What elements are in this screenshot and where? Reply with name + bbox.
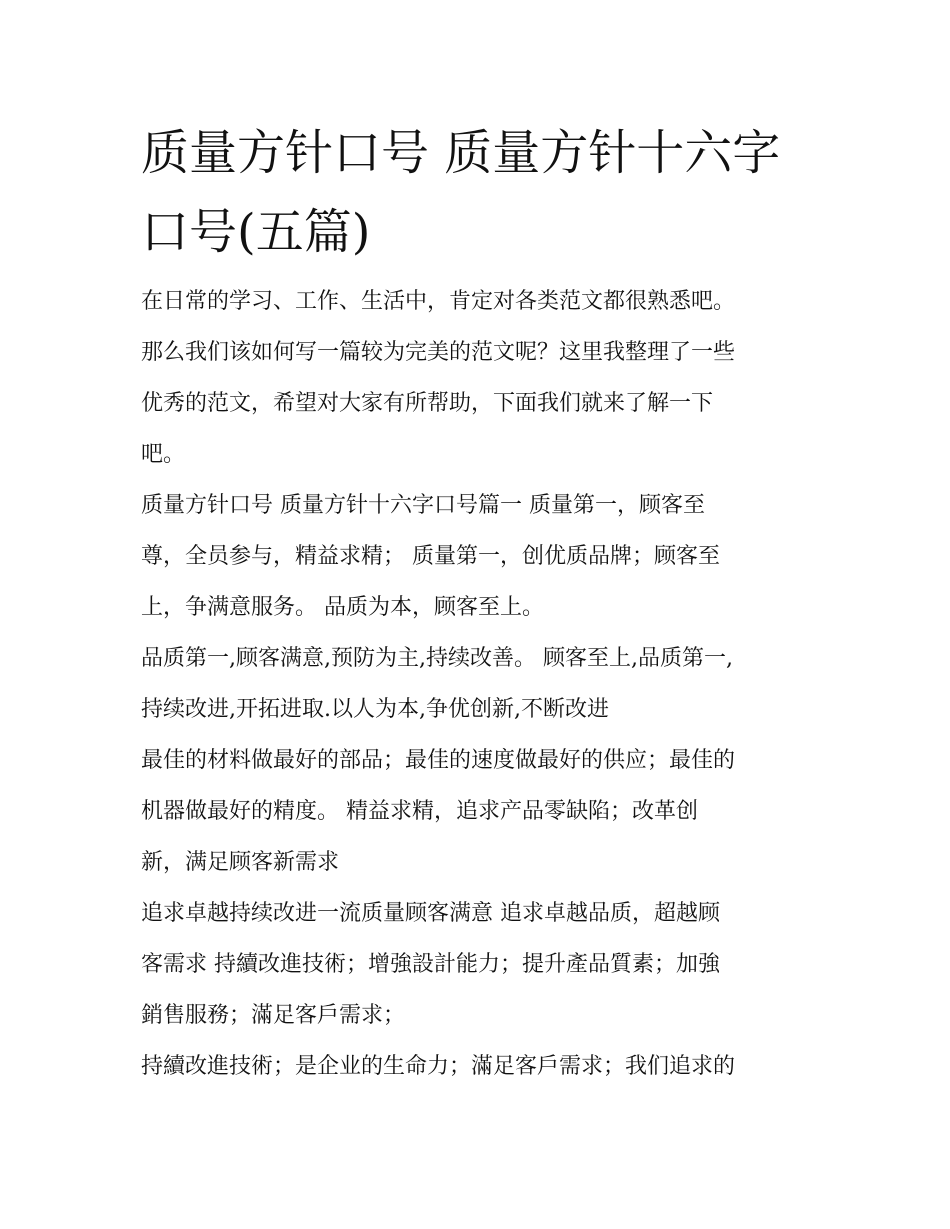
- text-line: 吧。: [141, 442, 186, 467]
- paragraph-slogans-3: [141, 735, 813, 888]
- title-line: 口号(五篇): [141, 204, 371, 260]
- text-line: 优秀的范文，希望对大家有所帮助，下面我们就来了解一下: [141, 391, 714, 416]
- text-line: 在日常的学习、工作、生活中，肯定对各类范文都很熟悉吧。: [141, 289, 736, 314]
- text-line: 銷售服務；滿足客戶需求；: [141, 1003, 406, 1028]
- text-line: 品质第一,顾客满意,预防为主,持续改善。 顾客至上,品质第一,: [141, 646, 733, 671]
- paragraph-slogans-2: [141, 633, 813, 735]
- text-line: 上，争满意服务。 品质为本，顾客至上。: [141, 595, 544, 620]
- text-line: 持续改进,开拓进取.以人为本,争优创新,不断改进: [141, 697, 609, 722]
- document-body: [141, 276, 813, 1092]
- text-line: 质量方针口号 质量方针十六字口号篇一 质量第一，顾客至: [141, 493, 705, 518]
- text-line: 那么我们该如何写一篇较为完美的范文呢？这里我整理了一些: [141, 340, 736, 365]
- text-line: 机器做最好的精度。 精益求精，追求产品零缺陷；改革创: [141, 799, 698, 824]
- document-title: [141, 114, 821, 272]
- paragraph-slogans-1: [141, 480, 813, 633]
- text-line: 新，满足顾客新需求: [141, 850, 340, 875]
- text-line: 尊，全员参与，精益求精； 质量第一，创优质品牌；顾客至: [141, 544, 720, 569]
- text-line: 追求卓越持续改进一流质量顾客满意 追求卓越品质，超越顾: [141, 901, 720, 926]
- text-line: 最佳的材料做最好的部品；最佳的速度做最好的供应；最佳的: [141, 748, 736, 773]
- text-line: 持續改進技術；是企业的生命力；滿足客戶需求；我们追求的: [141, 1054, 736, 1079]
- text-line: 客需求 持續改進技術；增強設計能力；提升產品質素；加強: [141, 952, 720, 977]
- title-line: 质量方针口号 质量方针十六字: [141, 125, 781, 181]
- paragraph-slogans-5: [141, 1041, 813, 1092]
- paragraph-intro: [141, 276, 813, 480]
- paragraph-slogans-4: [141, 888, 813, 1041]
